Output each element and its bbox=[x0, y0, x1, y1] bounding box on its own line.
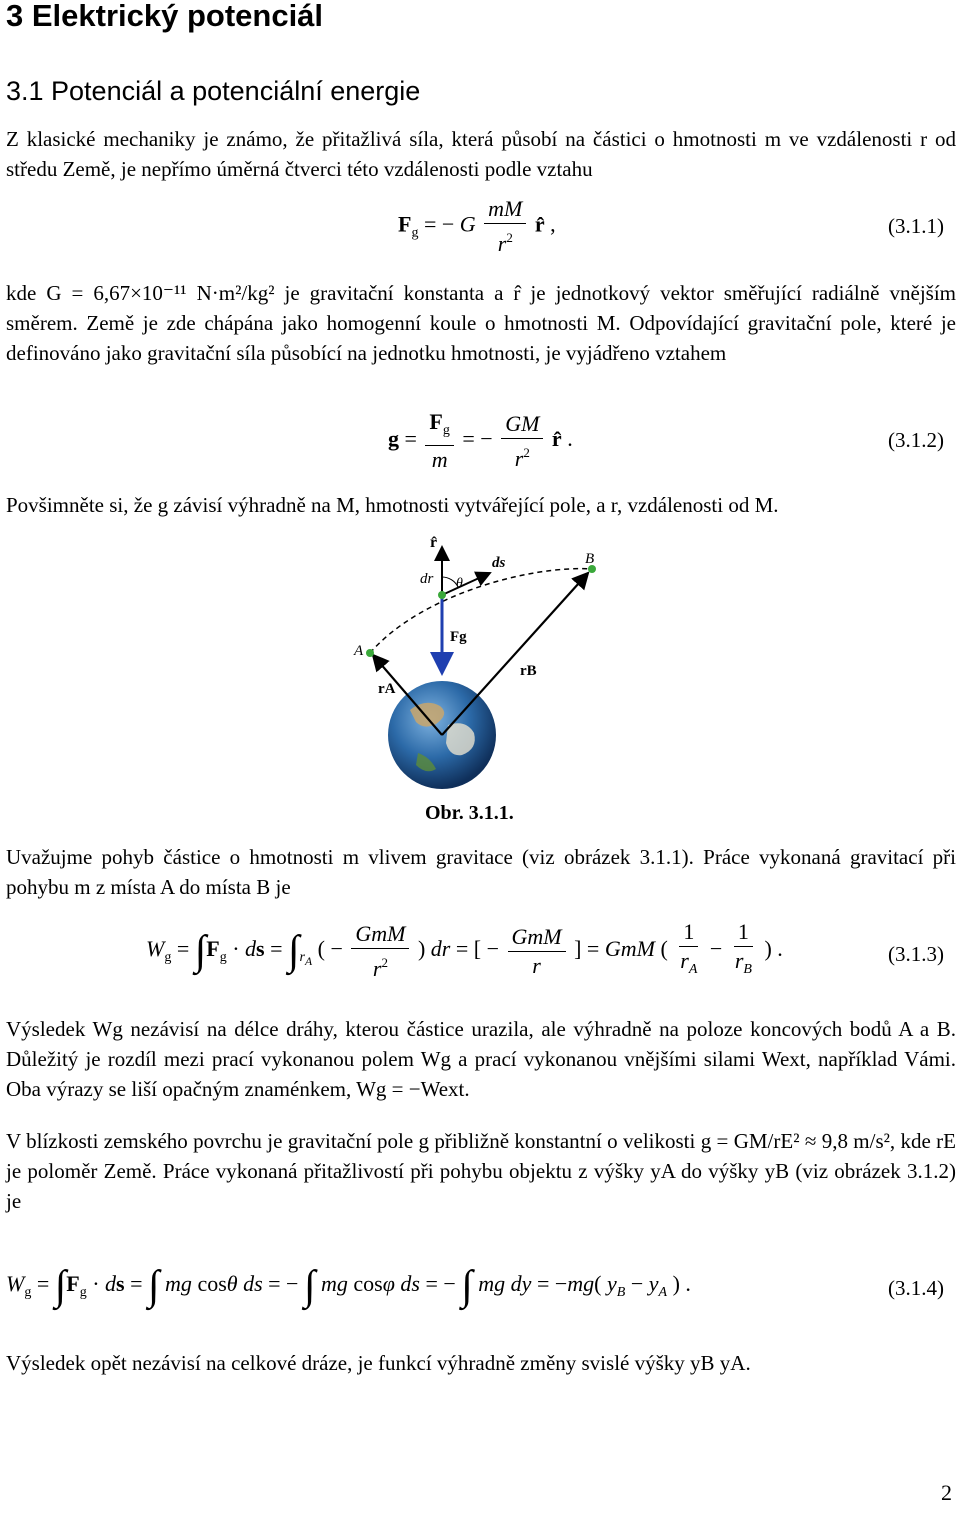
figure-caption: Obr. 3.1.1. bbox=[425, 802, 514, 824]
label-rB: rB bbox=[520, 663, 537, 679]
paragraph-work: Uvažujme pohyb částice o hmotnosti m vlivem gravitace (viz obrázek 3.1.1). Práce vykonaná gravitací při pohybu m z místa A do místa B je bbox=[6, 845, 956, 899]
point-A bbox=[366, 649, 374, 657]
equation-3-1-3: $W_g = \int F_g$ · ds = $\int_{r_A}$ ( − $\frac{\text{GmM}}{r^2}$ ) dr = [ − $\frac{\text{GmM}}{r}$ ] = GmM ( $\frac{1}{r_A}$ − $\frac{1}{r_B}$ ) . bbox=[146, 919, 783, 981]
equation-number: (3.1.1) bbox=[888, 214, 944, 238]
equation-number: (3.1.2) bbox=[888, 428, 944, 452]
point-particle bbox=[438, 591, 446, 599]
paragraph-result: Výsledek Wg nezávisí na délce dráhy, kterou částice urazila, ale výhradně na poloze koncových bodů A a B. Důležitý je rozdíl mezi prací vykonanou polem Wg a prací vykonanou vnějšími silami Wext, například Vámi. Oba výrazy se liší opačným znaménkem, Wg = −Wext. bbox=[6, 1017, 956, 1101]
figure-gravity-work bbox=[330, 525, 650, 805]
page-number: 2 bbox=[941, 1480, 952, 1505]
equation-number: (3.1.3) bbox=[888, 942, 944, 966]
equation-3-1-1: $F_g$ = − G $\frac{mM}{r^2}$ r̂ , bbox=[398, 196, 556, 256]
equation-number: (3.1.4) bbox=[888, 1276, 944, 1300]
label-theta: θ bbox=[456, 576, 463, 591]
section-title: 3.1 Potenciál a potenciální energie bbox=[6, 76, 421, 106]
label-rA: rA bbox=[378, 681, 396, 697]
label-B: B bbox=[585, 551, 595, 567]
particle-path bbox=[370, 569, 592, 653]
equation-3-1-4: $W_g = \int F_g$ · ds = ∫ mg cosθ ds = − ∫ mg cosφ ds = − ∫ mg dy = −mg( $y_B - y_A$ ) . bbox=[6, 1263, 691, 1309]
chapter-title: 3 Elektrický potenciál bbox=[6, 0, 324, 33]
label-dr: dr bbox=[420, 571, 434, 587]
paragraph-final: Výsledek opět nezávisí na celkové dráze, je funkcí výhradně změny svislé výšky yB yA. bbox=[6, 1351, 751, 1375]
paragraph-intro: Z klasické mechaniky je známo, že přitažlivá síla, která působí na částici o hmotnosti m ve vzdálenosti r od středu Země, je nepřímo úměrná čtverci této vzdálenosti podle vztahu bbox=[6, 127, 956, 181]
label-A: A bbox=[354, 643, 364, 659]
paragraph-note: Povšimněte si, že g závisí výhradně na M, hmotnosti vytvářející pole, a r, vzdálenosti od M. bbox=[6, 493, 779, 517]
paragraph-surface: V blízkosti zemského povrchu je gravitační pole g přibližně konstantní o velikosti g = GM/rE² ≈ 9,8 m/s², kde rE je poloměr Země. Práce vykonaná přitažlivostí při pohybu objektu z výšky yA do výšky yB (viz obrázek 3.1.2) je bbox=[6, 1129, 956, 1213]
label-Fg: Fg bbox=[450, 629, 467, 645]
paragraph-constants: kde G = 6,67×10⁻¹¹ N·m²/kg² je gravitační konstanta a r̂ je jednotkový vektor směřující radiálně vnějším směrem. Země je zde chápána jako homogenní koule o hmotnosti M. Odpovídající gravitační pole, které je definováno jako gravitační síla působící na jednotku hmotnosti, je vyjádřeno vztahem bbox=[6, 281, 956, 365]
equation-3-1-2: g = $\frac{F_g}{m}$ = − $\frac{GM}{r^2}$ r̂ . bbox=[388, 409, 573, 472]
label-rhat: r̂ bbox=[430, 534, 438, 551]
label-ds: ds bbox=[492, 555, 506, 571]
vector-ds bbox=[442, 573, 490, 595]
vector-rB bbox=[442, 573, 588, 735]
